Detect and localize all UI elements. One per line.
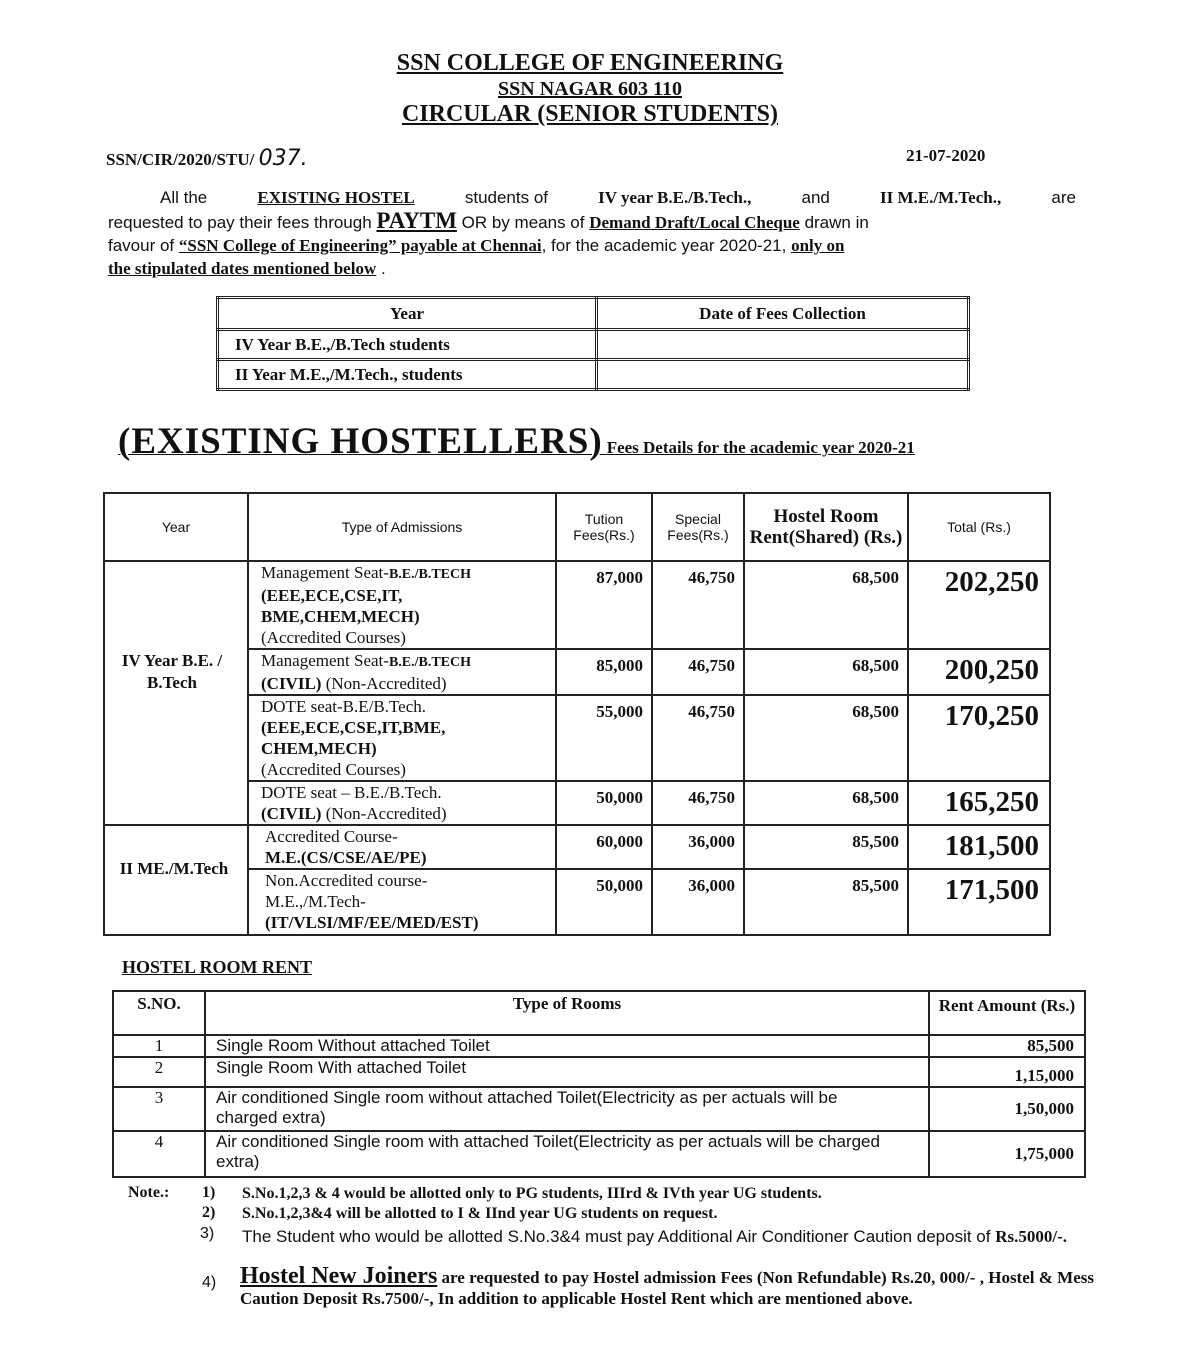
circular-title: CIRCULAR (SENIOR STUDENTS) — [401, 101, 779, 127]
room-rent-title: HOSTEL ROOM RENT — [122, 957, 313, 977]
fees-header-special: Special Fees(Rs.) — [652, 493, 744, 561]
note-2: S.No.1,2,3&4 will be allotted to I & IInd year UG students on request. — [242, 1205, 718, 1222]
note-4: Hostel New Joiners are requested to pay Hostel admission Fees (Non Refundable) Rs.20, 000/- , Hostel & Mess Caution Deposit Rs.7500/-, In addition to applicable Hostel Rent which are mentioned above. — [240, 1263, 1094, 1308]
college-address: SSN NAGAR 603 110 — [498, 78, 682, 100]
fees-header-hostel: Hostel Room Rent(Shared) (Rs.) — [744, 493, 908, 561]
circular-date: 21-07-2020 — [906, 146, 986, 165]
table-row: DOTE seat-B.E/B.Tech. (EEE,ECE,CSE,IT,BME, CHEM,MECH) (Accredited Courses) 55,000 46,750 68,500 170,250 — [104, 695, 1050, 781]
table-row: IV Year B.E.,/B.Tech students — [218, 330, 969, 360]
table-row: 3 Air conditioned Single room without attached Toilet(Electricity as per actuals will be charged extra) 1,50,000 — [113, 1087, 1085, 1131]
fee-dates-table — [216, 296, 970, 391]
note-2-number: 2) — [202, 1204, 216, 1221]
fees-year-pg: II ME./M.Tech — [104, 825, 248, 935]
table-row: DOTE seat – B.E./B.Tech. (CIVIL) (Non-Accredited) 50,000 46,750 68,500 165,250 — [104, 781, 1050, 825]
note-1: S.No.1,2,3 & 4 would be allotted only to PG students, IIIrd & IVth year UG students. — [242, 1185, 822, 1202]
table-row: II Year M.E.,/M.Tech., students — [218, 360, 969, 390]
reference-prefix: SSN/CIR/2020/STU/ — [106, 150, 255, 169]
dates-header-date: Date of Fees Collection — [597, 298, 969, 330]
fees-year-ug: IV Year B.E. / B.Tech — [104, 561, 248, 825]
fees-header-year: Year — [104, 493, 248, 561]
fees-header-total: Total (Rs.) — [908, 493, 1050, 561]
table-row: IV Year B.E. / B.Tech Management Seat-B.E./B.TECH (EEE,ECE,CSE,IT, BME,CHEM,MECH) (Accredited Courses) 87,000 46,750 68,500 202,250 — [104, 561, 1050, 649]
reference-handwritten: 037. — [258, 146, 308, 171]
reference-number — [106, 146, 308, 171]
table-row: Management Seat-B.E./B.TECH (CIVIL) (Non-Accredited) 85,000 46,750 68,500 200,250 — [104, 649, 1050, 695]
rent-header-amount: Rent Amount (Rs.) — [929, 991, 1085, 1035]
note-3: The Student who would be allotted S.No.3&4 must pay Additional Air Conditioner Caution deposit of Rs.5000/-. — [242, 1227, 1067, 1246]
rent-header-type: Type of Rooms — [205, 991, 929, 1035]
table-row: Non.Accredited course- M.E.,/M.Tech- (IT/VLSI/MF/EE/MED/EST) 50,000 36,000 85,500 171,500 — [104, 869, 1050, 935]
college-name: SSN COLLEGE OF ENGINEERING — [396, 50, 784, 76]
fees-table — [103, 492, 1051, 936]
fees-header-tuition: Tution Fees(Rs.) — [556, 493, 652, 561]
rent-header-sno: S.NO. — [113, 991, 205, 1035]
table-row: 1 Single Room Without attached Toilet 85,500 — [113, 1035, 1085, 1057]
room-rent-table — [112, 990, 1086, 1178]
intro-paragraph: All the EXISTING HOSTEL students of IV year B.E./B.Tech., and II M.E./M.Tech., are requested to pay their fees through PAYTM OR by means of Demand Draft/Local Cheque drawn in favour of “SSN College of Engineering” payable at Chennai, for the academic year 2020-21, only on the stipulated dates mentioned below . — [108, 188, 1076, 278]
note-3-number: 3) — [200, 1225, 215, 1242]
note-1-number: 1) — [202, 1184, 216, 1201]
dates-header-year: Year — [218, 298, 597, 330]
fees-header-type: Type of Admissions — [248, 493, 556, 561]
table-row: 4 Air conditioned Single room with attached Toilet(Electricity as per actuals will be charged extra) 1,75,000 — [113, 1131, 1085, 1177]
table-row: 2 Single Room With attached Toilet 1,15,000 — [113, 1057, 1085, 1087]
note-4-number: 4) — [202, 1274, 217, 1291]
table-row: II ME./M.Tech Accredited Course- M.E.(CS/CSE/AE/PE) 60,000 36,000 85,500 181,500 — [104, 825, 1050, 869]
notes-label: Note.: — [128, 1184, 170, 1201]
section-title: (EXISTING HOSTELLERS) Fees Details for the academic year 2020-21 — [118, 421, 915, 462]
